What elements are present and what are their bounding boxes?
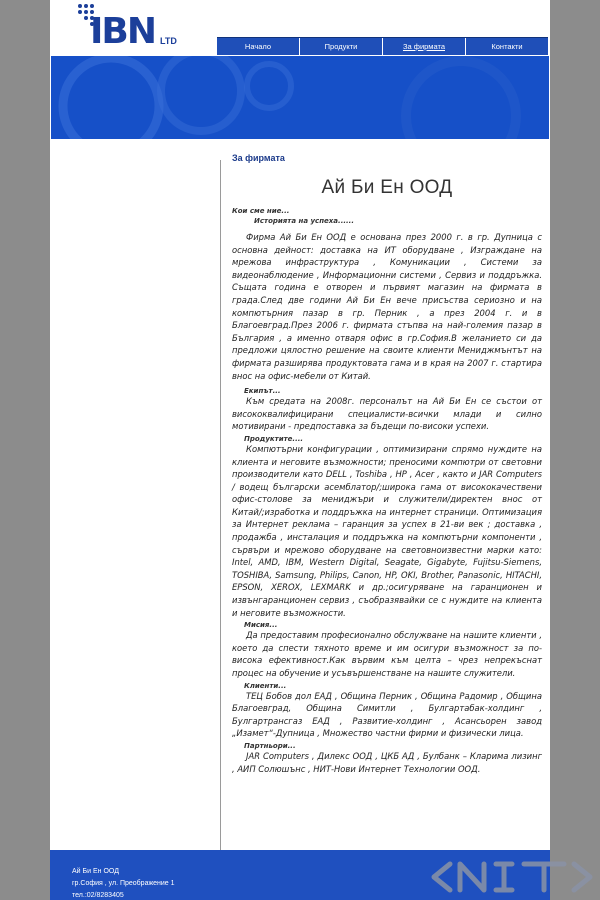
content-divider	[220, 160, 221, 850]
footer-company: Ай Би Ен ООД	[72, 868, 119, 875]
partners-heading: Партньори...	[244, 741, 296, 750]
mission-heading: Мисия...	[244, 621, 278, 630]
clients-heading: Клиенти...	[244, 681, 287, 690]
company-logo[interactable]	[78, 4, 238, 52]
history-text: Фирма Ай Би Ен ООД е основана през 2000 г. в гр. Дупница с основна дейност: доставка на ИТ оборудване , Изграждане на мрежова инфраструктура , Комуникации , Системи за видеонаблюдение , Информационни системи , Сервиз и поддръжка. Същата година е отворен и първият магазин на фирмата в града.След две години Ай Би Ен вече присъства сериозно и на компютърния пазар в гр. Перник , а през 2004 г. и в Благоевград.През 2006 г. фирмата стъпва на най-големия пазар в България , а именно отваря офис в гр.София.В желанието си да предложи цялостно решение на своите клиенти Мениджмънтът на фирмата разширява продуктовата гама и в края на 2007 г. стартира внос на офис-мебели от Китай.	[232, 232, 542, 381]
products-text: Компютърни конфигурации , оптимизирани спрямо нуждите на клиента и неговите възможности; преносими компютри от световни производители като DELL , Toshiba , HP , Acer , както и JAR Computers / водещ български асемблатор/;широка гама от висококачествени офис-столове за мениджъри и служители/директен внос от Китай/;изработка и поддръжка на интернет страници. Оптимизация за Интернет реклама – гаранция за успех в 21-ви век ; доставка , продажба , инсталация и поддръжка на компютърни компоненти , сървъри и мрежово оборудване на световноизвестни марки като: Intel, AMD, IBM, Western Digital, Seagate, Gigabyte, Fujitsu-Siemens, TOSHIBA, Samsung, Philips, Canon, HP, OKI, Brother, Panasonic, HITACHI, EPSON, XEROX, LEXMARK и др.;осигуряване на гаранционен и извънгаранционен сервиз , съобразявайки се с нуждите на клиента и неговите възможности.	[232, 443, 542, 618]
section-title: За фирмата	[232, 153, 285, 163]
team-heading: Екипът...	[244, 387, 281, 396]
logo-suffix: LTD	[160, 36, 177, 46]
header-banner	[51, 56, 549, 139]
main-content	[232, 153, 542, 775]
team-text: Към средата на 2008г. персоналът на Ай Би Ен се състои от висококвалифицирани специалисти-всички млади и силно мотивирани - предпоставка за бъдещи по-високи успехи.	[232, 396, 542, 432]
logo-text: IBN	[90, 11, 155, 52]
history-heading: Историята на успеха......	[254, 217, 354, 225]
products-heading: Продуктите....	[244, 434, 304, 443]
footer-address: гр.София , ул. Преображение 1	[72, 880, 175, 887]
nav-item-contacts[interactable]: Контакти	[491, 42, 523, 51]
clients-text: ТЕЦ Бобов дол ЕАД , Община Перник , Община Радомир , Община Благоевград, Община Симитли , Булгартабак-холдинг , Булгартрансгаз ЕАД , Развитие-холдинг , Асансьорен завод „Изамет“-Дупница , Множество частни фирми и физически лица.	[232, 690, 542, 739]
nav-item-products[interactable]: Продукти	[300, 38, 383, 55]
who-heading: Кои сме ние...	[232, 207, 290, 215]
partners-text: JAR Computers , Дилекс ООД , ЦКБ АД , Булбанк – Кларима лизинг , АИП Солюшънс , НИТ-Нови Интернет Технологии ООД.	[232, 750, 542, 774]
banner-rings-graphic	[51, 56, 549, 139]
nav-item-about[interactable]: За фирмата	[383, 38, 466, 55]
nav-item-home[interactable]: Начало	[217, 38, 300, 55]
company-title: Ай Би Ен ООД	[321, 177, 453, 198]
footer-phone: тел.:02/8283405	[72, 892, 124, 899]
mission-text: Да предоставим професионално обслужване на нашите клиенти , което да спести тяхното време и им осигури възможност за по-висока ефективност.Как вървим към целта – чрез непрекъснат процес на обучение и усъвършенстване на нашите служители.	[232, 630, 542, 678]
sidebar	[50, 145, 220, 850]
nit-logo-icon	[428, 858, 596, 896]
main-nav	[217, 37, 548, 55]
page	[50, 0, 550, 900]
